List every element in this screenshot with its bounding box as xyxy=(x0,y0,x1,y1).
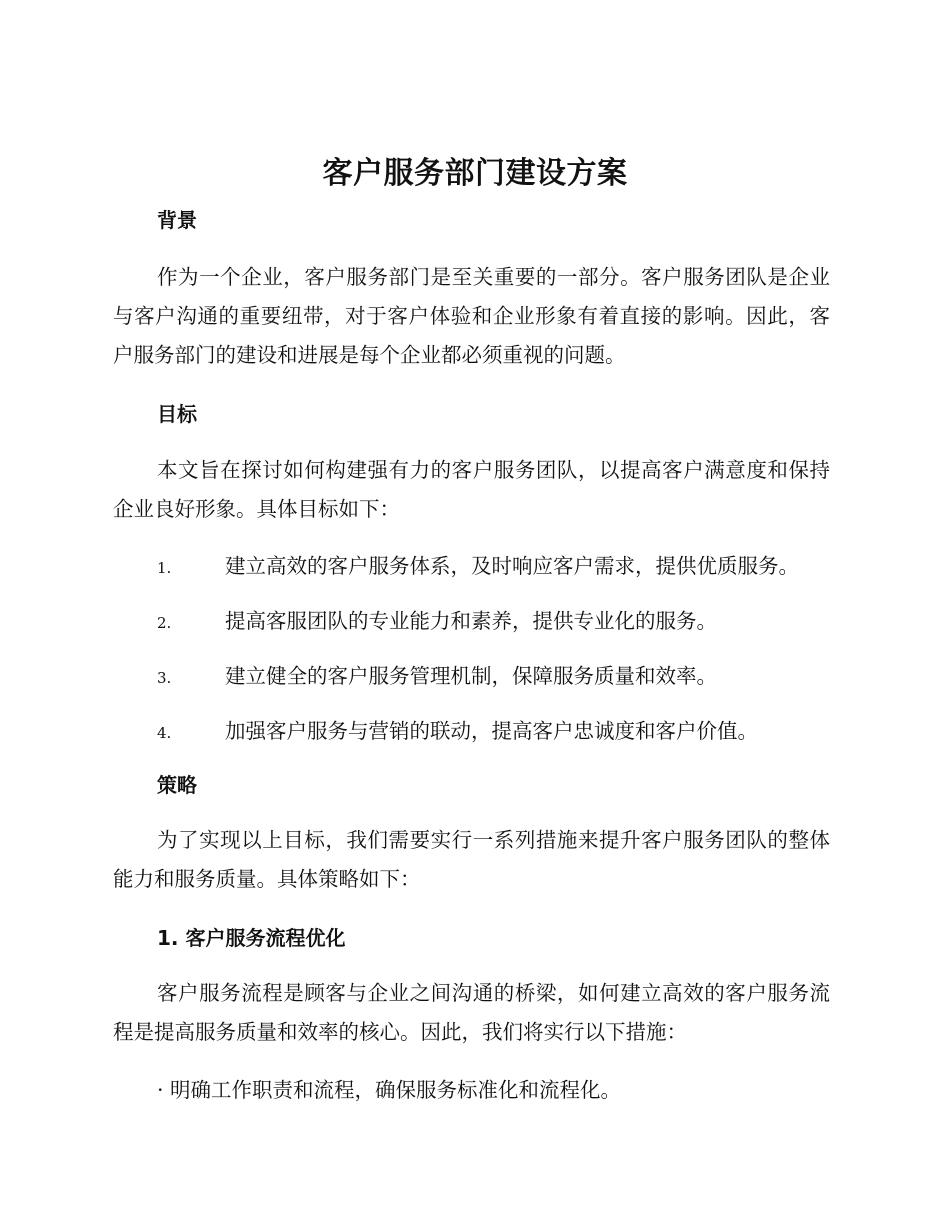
document-title: 客户服务部门建设方案 xyxy=(322,156,628,191)
section-heading-goals: 目标 xyxy=(157,402,197,426)
goal-item-3 xyxy=(157,661,847,693)
goal-item-number: 3. xyxy=(157,669,172,687)
goal-item-number: 2. xyxy=(157,614,172,632)
goal-item-4 xyxy=(157,716,847,748)
paragraph-process: 客户服务流程是顾客与企业之间沟通的桥梁，如何建立高效的客户服务流程是提高服务质量和效率的核心。因此，我们将实行以下措施： xyxy=(113,981,830,1044)
goal-item-2 xyxy=(157,606,847,638)
goal-item-text: 提高客服团队的专业能力和素养，提供专业化的服务。 xyxy=(225,609,717,633)
goal-item-number: 4. xyxy=(157,724,172,742)
goal-item-text: 加强客户服务与营销的联动，提高客户忠诚度和客户价值。 xyxy=(225,719,758,743)
goal-item-text: 建立健全的客户服务管理机制，保障服务质量和效率。 xyxy=(225,664,717,688)
goal-item-1 xyxy=(157,551,847,583)
section-heading-strategy: 策略 xyxy=(157,773,197,797)
goal-item-text: 建立高效的客户服务体系，及时响应客户需求，提供优质服务。 xyxy=(225,554,799,578)
goal-item-number: 1. xyxy=(157,559,172,577)
paragraph-background: 作为一个企业，客户服务部门是至关重要的一部分。客户服务团队是企业与客户沟通的重要纽带，对于客户体验和企业形象有着直接的影响。因此，客户服务部门的建设和进展是每个企业都必须重视的问题。 xyxy=(113,265,830,367)
section-heading-background: 背景 xyxy=(157,208,197,232)
paragraph-strategy: 为了实现以上目标，我们需要实行一系列措施来提升客户服务团队的整体能力和服务质量。具体策略如下： xyxy=(113,828,830,891)
section-heading-process: 1. 客户服务流程优化 xyxy=(157,926,346,950)
process-bullet-item: · 明确工作职责和流程，确保服务标准化和流程化。 xyxy=(157,1078,622,1102)
paragraph-goals: 本文旨在探讨如何构建强有力的客户服务团队，以提高客户满意度和保持企业良好形象。具体目标如下： xyxy=(113,458,830,521)
